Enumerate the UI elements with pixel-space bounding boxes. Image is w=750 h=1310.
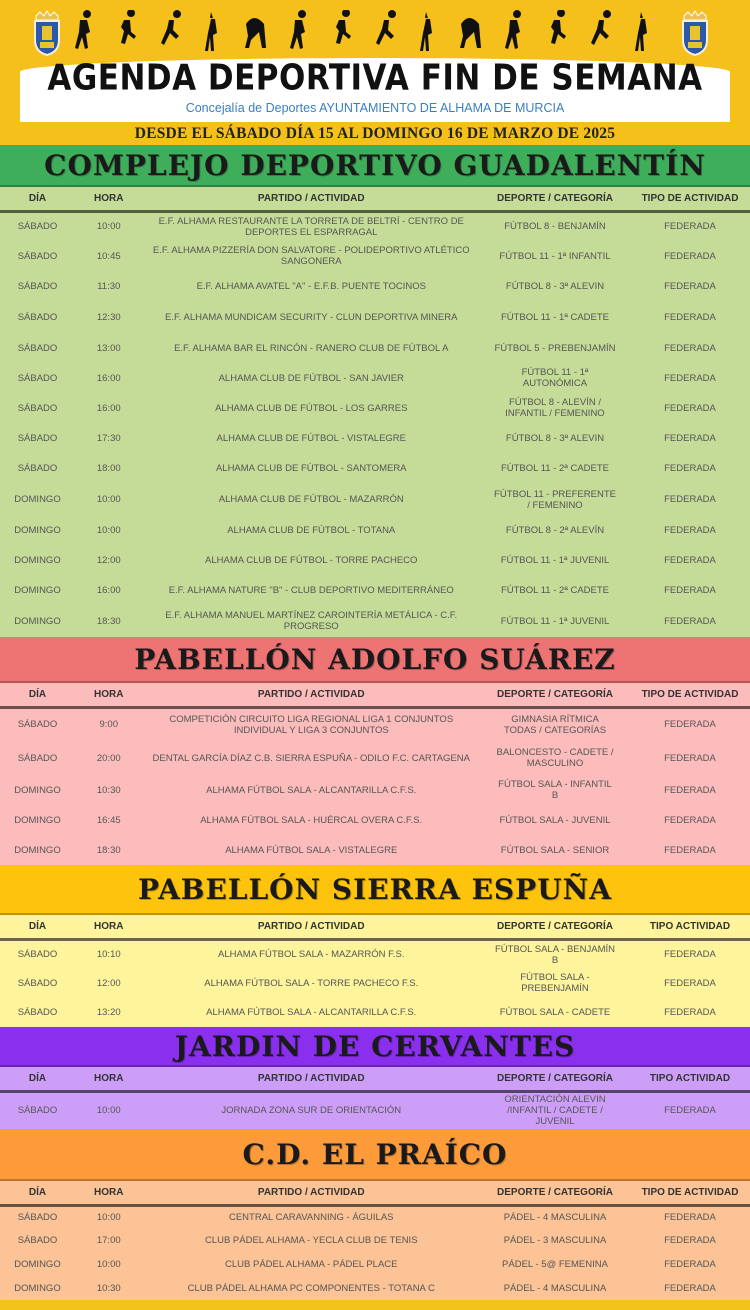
- activity-type-cell: FEDERADA: [664, 1282, 716, 1294]
- day-cell: DOMINGO: [14, 494, 61, 505]
- activity-type-cell: FEDERADA: [664, 949, 716, 961]
- time-cell: 17:00: [96, 1235, 121, 1246]
- day-cell: SÁBADO: [17, 372, 58, 384]
- day-cell: DOMINGO: [14, 844, 61, 856]
- activity-type-cell: FEDERADA: [664, 432, 716, 444]
- column-header-category: DEPORTE / CATEGORÍA: [480, 1067, 630, 1091]
- venue-title: PABELLÓN SIERRA ESPUÑA: [0, 865, 750, 915]
- venue-title: JARDIN DE CERVANTES: [0, 1027, 750, 1067]
- time-cell: 12:30: [96, 311, 121, 323]
- time-cell: 10:00: [96, 1212, 121, 1224]
- day-cell: SÁBADO: [17, 719, 58, 731]
- category-cell: FÚTBOL 11 - 1ª CADETE: [500, 311, 610, 323]
- match-cell: ALHAMA CLUB DE FÚTBOL - MAZARRÓN: [218, 494, 404, 505]
- athlete-silhouette-icon: [629, 10, 655, 60]
- time-cell: 16:00: [96, 372, 121, 384]
- day-cell: DOMINGO: [14, 814, 61, 826]
- venue-sections: [0, 145, 750, 1300]
- activity-type-cell: FEDERADA: [664, 814, 716, 826]
- venue-section: [0, 145, 750, 637]
- table-row: [0, 835, 750, 865]
- table-row: [0, 775, 750, 805]
- table-row: [0, 939, 750, 969]
- match-cell: ALHAMA CLUB DE FÚTBOL - VISTALEGRE: [216, 432, 407, 444]
- column-header-match: PARTIDO / ACTIVIDAD: [143, 915, 481, 939]
- activity-type-cell: FEDERADA: [664, 463, 716, 474]
- time-cell: 10:45: [96, 250, 121, 262]
- day-cell: DOMINGO: [14, 584, 61, 596]
- agenda-header: [0, 0, 750, 145]
- activity-type-cell: FEDERADA: [664, 719, 716, 731]
- organizer-subtitle: Concejalía de Deportes AYUNTAMIENTO DE ALHAMA DE MURCIA: [185, 101, 565, 115]
- category-cell: GIMNASIA RÍTMICA TODAS / CATEGORÍAS: [503, 713, 607, 736]
- venue-title: PABELLÓN ADOLFO SUÁREZ: [0, 637, 750, 683]
- athlete-silhouette-icon: [414, 10, 440, 60]
- activity-type-cell: FEDERADA: [664, 280, 716, 292]
- schedule-table: [0, 187, 750, 637]
- time-cell: 20:00: [96, 752, 121, 764]
- category-cell: FÚTBOL 11 - 2ª CADETE: [500, 463, 610, 474]
- time-cell: 16:00: [96, 584, 121, 596]
- day-cell: SÁBADO: [17, 1212, 58, 1224]
- athlete-silhouette-icon: [70, 10, 96, 60]
- time-cell: 10:30: [96, 1282, 121, 1294]
- venue-section: [0, 637, 750, 865]
- athlete-silhouette-icon: [457, 10, 483, 60]
- athlete-silhouette-icon: [586, 10, 612, 60]
- table-header-row: [0, 915, 750, 939]
- match-cell: DENTAL GARCÍA DÍAZ C.B. SIERRA ESPUÑA - ODILO F.C. CARTAGENA: [152, 752, 470, 764]
- category-cell: PÁDEL - 3 MASCULINA: [503, 1235, 607, 1246]
- activity-type-cell: FEDERADA: [664, 402, 716, 414]
- table-row: [0, 393, 750, 423]
- time-cell: 10:00: [96, 1258, 121, 1270]
- table-row: [0, 1205, 750, 1229]
- column-header-type: TIPO DE ACTIVIDAD: [630, 187, 750, 211]
- match-cell: E.F. ALHAMA PIZZERÍA DON SALVATORE - POLIDEPORTIVO ATLÉTICO SANGONERA: [152, 245, 470, 267]
- table-row: [0, 575, 750, 605]
- table-row: [0, 423, 750, 453]
- match-cell: CLUB PÁDEL ALHAMA - YECLA CLUB DE TENIS: [204, 1235, 418, 1246]
- activity-type-cell: FEDERADA: [664, 372, 716, 384]
- column-header-category: DEPORTE / CATEGORÍA: [480, 187, 630, 211]
- match-cell: E.F. ALHAMA NATURE "B" - CLUB DEPORTIVO MEDITERRÁNEO: [168, 584, 454, 596]
- day-cell: SÁBADO: [17, 463, 58, 474]
- time-cell: 10:30: [96, 784, 121, 796]
- column-header-time: HORA: [75, 1181, 143, 1205]
- category-cell: FÚTBOL 8 - 2ª ALEVÍN: [505, 524, 605, 536]
- column-header-match: PARTIDO / ACTIVIDAD: [143, 1067, 481, 1091]
- time-cell: 10:00: [96, 221, 121, 233]
- table-row: [0, 271, 750, 301]
- column-header-type: TIPO DE ACTIVIDAD: [630, 1181, 750, 1205]
- activity-type-cell: FEDERADA: [664, 977, 716, 989]
- day-cell: DOMINGO: [14, 1282, 61, 1294]
- category-cell: FÚTBOL 11 - 1ª INFANTIL: [499, 250, 611, 262]
- day-cell: SÁBADO: [17, 342, 58, 354]
- activity-type-cell: FEDERADA: [664, 1006, 716, 1018]
- category-cell: FÚTBOL 11 - PREFERENTE / FEMENINO: [494, 488, 616, 511]
- schedule-table: [0, 683, 750, 865]
- match-cell: CLUB PÁDEL ALHAMA - PÁDEL PLACE: [225, 1258, 398, 1270]
- table-header-row: [0, 1067, 750, 1091]
- match-cell: JORNADA ZONA SUR DE ORIENTACIÓN: [221, 1105, 402, 1117]
- day-cell: SÁBADO: [17, 1006, 58, 1018]
- table-header-row: [0, 683, 750, 707]
- column-header-match: PARTIDO / ACTIVIDAD: [143, 1181, 481, 1205]
- table-row: [0, 707, 750, 741]
- venue-title: C.D. EL PRAÍCO: [0, 1129, 750, 1181]
- schedule-table: [0, 1067, 750, 1129]
- match-cell: COMPETICIÓN CIRCUITO LIGA REGIONAL LIGA 1 CONJUNTOS INDIVIDUAL Y LIGA 3 CONJUNTOS: [169, 713, 454, 736]
- athlete-silhouette-icon: [500, 10, 526, 60]
- table-row: [0, 333, 750, 363]
- time-cell: 17:30: [96, 432, 121, 444]
- match-cell: CLUB PÁDEL ALHAMA PC COMPONENTES - TOTANA C: [187, 1282, 435, 1294]
- category-cell: FÚTBOL 11 - 1ª AUTONÓMICA: [521, 367, 589, 389]
- match-cell: ALHAMA CLUB DE FÚTBOL - SAN JAVIER: [218, 372, 404, 384]
- match-cell: E.F. ALHAMA MUNDICAM SECURITY - CLUN DEPORTIVA MINERA: [165, 311, 458, 323]
- column-header-time: HORA: [75, 187, 143, 211]
- table-row: [0, 211, 750, 241]
- activity-type-cell: FEDERADA: [664, 342, 716, 354]
- match-cell: ALHAMA FÚTBOL SALA - TORRE PACHECO F.S.: [204, 977, 419, 989]
- match-cell: ALHAMA CLUB DE FÚTBOL - TOTANA: [227, 524, 396, 536]
- table-row: [0, 484, 750, 515]
- venue-section: [0, 1027, 750, 1129]
- time-cell: 12:00: [96, 977, 121, 989]
- category-cell: FÚTBOL SALA - PREBENJAMÍN: [520, 972, 590, 994]
- table-row: [0, 997, 750, 1027]
- table-header-row: [0, 1181, 750, 1205]
- column-header-day: DÍA: [0, 683, 75, 707]
- activity-type-cell: FEDERADA: [664, 1212, 716, 1224]
- category-cell: PÁDEL - 4 MASCULINA: [503, 1212, 607, 1224]
- table-row: [0, 805, 750, 835]
- day-cell: SÁBADO: [17, 280, 58, 292]
- day-cell: SÁBADO: [17, 402, 58, 414]
- category-cell: FÚTBOL 11 - 1ª JUVENIL: [500, 615, 610, 627]
- column-header-type: TIPO ACTIVIDAD: [630, 1067, 750, 1091]
- activity-type-cell: FEDERADA: [664, 524, 716, 536]
- match-cell: ALHAMA FÚTBOL SALA - ALCANTARILLA C.F.S.: [206, 784, 417, 796]
- match-cell: CENTRAL CARAVANNING - ÁGUILAS: [228, 1212, 394, 1224]
- table-row: [0, 605, 750, 637]
- category-cell: FÚTBOL SALA - CADETE: [499, 1006, 611, 1018]
- day-cell: SÁBADO: [17, 1105, 58, 1117]
- activity-type-cell: FEDERADA: [664, 554, 716, 566]
- column-header-day: DÍA: [0, 1067, 75, 1091]
- table-row: [0, 1091, 750, 1129]
- column-header-category: DEPORTE / CATEGORÍA: [480, 683, 630, 707]
- table-row: [0, 301, 750, 333]
- time-cell: 9:00: [99, 719, 118, 731]
- table-row: [0, 545, 750, 575]
- time-cell: 13:00: [96, 342, 121, 354]
- activity-type-cell: FEDERADA: [664, 221, 716, 233]
- table-row: [0, 363, 750, 393]
- category-cell: FÚTBOL SALA - INFANTIL B: [498, 779, 612, 801]
- athlete-silhouette-icon: [371, 10, 397, 60]
- activity-type-cell: FEDERADA: [664, 1105, 716, 1117]
- athlete-silhouette-icon: [242, 10, 268, 60]
- day-cell: SÁBADO: [17, 432, 58, 444]
- category-cell: FÚTBOL SALA - SENIOR: [500, 844, 610, 856]
- category-cell: ORIENTACIÓN ALEVIN /INFANTIL / CADETE / JUVENIL: [504, 1094, 606, 1128]
- time-cell: 16:45: [96, 814, 121, 826]
- match-cell: ALHAMA FÚTBOL SALA - VISTALEGRE: [225, 844, 398, 856]
- category-cell: PÁDEL - 5@ FEMENINA: [502, 1258, 608, 1270]
- time-cell: 11:30: [97, 280, 121, 292]
- column-header-type: TIPO ACTIVIDAD: [630, 915, 750, 939]
- category-cell: FÚTBOL SALA - BENJAMÍN B: [494, 943, 615, 966]
- column-header-match: PARTIDO / ACTIVIDAD: [143, 187, 481, 211]
- column-header-day: DÍA: [0, 187, 75, 211]
- activity-type-cell: FEDERADA: [664, 752, 716, 764]
- table-row: [0, 1276, 750, 1300]
- column-header-match: PARTIDO / ACTIVIDAD: [143, 683, 481, 707]
- day-cell: SÁBADO: [17, 949, 58, 961]
- day-cell: SÁBADO: [17, 221, 58, 233]
- match-cell: E.F. ALHAMA RESTAURANTE LA TORRETA DE BELTRÍ - CENTRO DE DEPORTES EL ESPARRAGAL: [158, 215, 464, 238]
- day-cell: SÁBADO: [17, 250, 58, 262]
- athlete-silhouette-icon: [156, 10, 182, 60]
- crest-icon: [680, 10, 710, 56]
- category-cell: FÚTBOL SALA - JUVENIL: [499, 814, 611, 826]
- day-cell: DOMINGO: [14, 554, 61, 566]
- athlete-silhouette-icon: [113, 10, 139, 60]
- match-cell: ALHAMA FÚTBOL SALA - HUÉRCAL OVERA C.F.S.: [200, 814, 423, 826]
- athlete-silhouette-icon: [285, 10, 311, 60]
- day-cell: DOMINGO: [14, 784, 61, 796]
- activity-type-cell: FEDERADA: [664, 311, 716, 323]
- venue-title: COMPLEJO DEPORTIVO GUADALENTÍN: [0, 145, 750, 187]
- day-cell: DOMINGO: [14, 524, 61, 536]
- time-cell: 18:00: [96, 463, 121, 474]
- time-cell: 13:20: [96, 1006, 121, 1018]
- day-cell: DOMINGO: [14, 1258, 61, 1270]
- athlete-silhouette-icon: [199, 10, 225, 60]
- category-cell: FÚTBOL 8 - 3ª ALEVIN: [505, 432, 605, 444]
- match-cell: ALHAMA FÚTBOL SALA - ALCANTARILLA C.F.S.: [206, 1006, 417, 1018]
- schedule-table: [0, 1181, 750, 1300]
- activity-type-cell: FEDERADA: [664, 494, 716, 505]
- column-header-type: TIPO DE ACTIVIDAD: [630, 683, 750, 707]
- activity-type-cell: FEDERADA: [664, 584, 716, 596]
- column-header-day: DÍA: [0, 1181, 75, 1205]
- schedule-table: [0, 915, 750, 1027]
- day-cell: SÁBADO: [17, 752, 58, 764]
- match-cell: E.F. ALHAMA MANUEL MARTÍNEZ CAROINTERÍA METÁLICA - C.F. PROGRESO: [165, 610, 458, 632]
- time-cell: 10:00: [96, 524, 121, 536]
- time-cell: 16:00: [96, 402, 121, 414]
- table-row: [0, 1252, 750, 1276]
- match-cell: E.F. ALHAMA BAR EL RINCÓN - RANERO CLUB DE FÚTBOL A: [174, 342, 449, 354]
- category-cell: FÚTBOL 5 - PREBENJAMÍN: [494, 342, 616, 354]
- crest-icon: [32, 10, 62, 56]
- category-cell: FÚTBOL 8 - 3ª ALEVIN: [505, 280, 605, 292]
- match-cell: ALHAMA CLUB DE FÚTBOL - LOS GARRES: [215, 402, 408, 414]
- date-range: DESDE EL SÁBADO DÍA 15 AL DOMINGO 16 DE MARZO DE 2025: [134, 125, 616, 142]
- day-cell: DOMINGO: [14, 615, 61, 627]
- column-header-time: HORA: [75, 683, 143, 707]
- time-cell: 10:00: [96, 1105, 121, 1117]
- category-cell: FÚTBOL 11 - 2ª CADETE: [500, 584, 610, 596]
- table-row: [0, 741, 750, 775]
- day-cell: SÁBADO: [17, 1235, 58, 1246]
- time-cell: 12:00: [96, 554, 121, 566]
- column-header-category: DEPORTE / CATEGORÍA: [480, 1181, 630, 1205]
- time-cell: 10:00: [96, 494, 121, 505]
- column-header-time: HORA: [75, 1067, 143, 1091]
- category-cell: FÚTBOL 8 - BENJAMÍN: [504, 221, 606, 233]
- category-cell: BALONCESTO - CADETE / MASCULINO: [496, 747, 614, 769]
- athlete-silhouettes: [70, 6, 655, 60]
- day-cell: SÁBADO: [17, 977, 58, 989]
- match-cell: ALHAMA CLUB DE FÚTBOL - TORRE PACHECO: [205, 554, 418, 566]
- activity-type-cell: FEDERADA: [664, 1235, 716, 1246]
- page-title: AGENDA DEPORTIVA FIN DE SEMANA: [47, 57, 703, 99]
- match-cell: E.F. ALHAMA AVATEL "A" - E.F.B. PUENTE TOCINOS: [196, 280, 426, 292]
- activity-type-cell: FEDERADA: [664, 615, 716, 627]
- time-cell: 18:30: [96, 615, 121, 627]
- activity-type-cell: FEDERADA: [664, 250, 716, 262]
- column-header-time: HORA: [75, 915, 143, 939]
- athlete-silhouette-icon: [543, 10, 569, 60]
- category-cell: FÚTBOL 11 - 1ª JUVENIL: [500, 554, 610, 566]
- table-row: [0, 515, 750, 545]
- table-row: [0, 1229, 750, 1252]
- table-row: [0, 453, 750, 484]
- column-header-day: DÍA: [0, 915, 75, 939]
- venue-section: [0, 865, 750, 1027]
- day-cell: SÁBADO: [17, 311, 58, 323]
- match-cell: ALHAMA CLUB DE FÚTBOL - SANTOMERA: [215, 463, 407, 474]
- activity-type-cell: FEDERADA: [664, 844, 716, 856]
- venue-section: [0, 1129, 750, 1300]
- match-cell: ALHAMA FÚTBOL SALA - MAZARRÓN F.S.: [217, 949, 405, 961]
- activity-type-cell: FEDERADA: [664, 784, 716, 796]
- table-row: [0, 969, 750, 997]
- category-cell: PÁDEL - 4 MASCULINA: [503, 1282, 607, 1294]
- table-row: [0, 241, 750, 271]
- column-header-category: DEPORTE / CATEGORÍA: [480, 915, 630, 939]
- activity-type-cell: FEDERADA: [664, 1258, 716, 1270]
- table-header-row: [0, 187, 750, 211]
- time-cell: 18:30: [96, 844, 121, 856]
- category-cell: FÚTBOL 8 - ALEVÍN / INFANTIL / FEMENINO: [505, 397, 605, 419]
- time-cell: 10:10: [96, 949, 121, 961]
- athlete-silhouette-icon: [328, 10, 354, 60]
